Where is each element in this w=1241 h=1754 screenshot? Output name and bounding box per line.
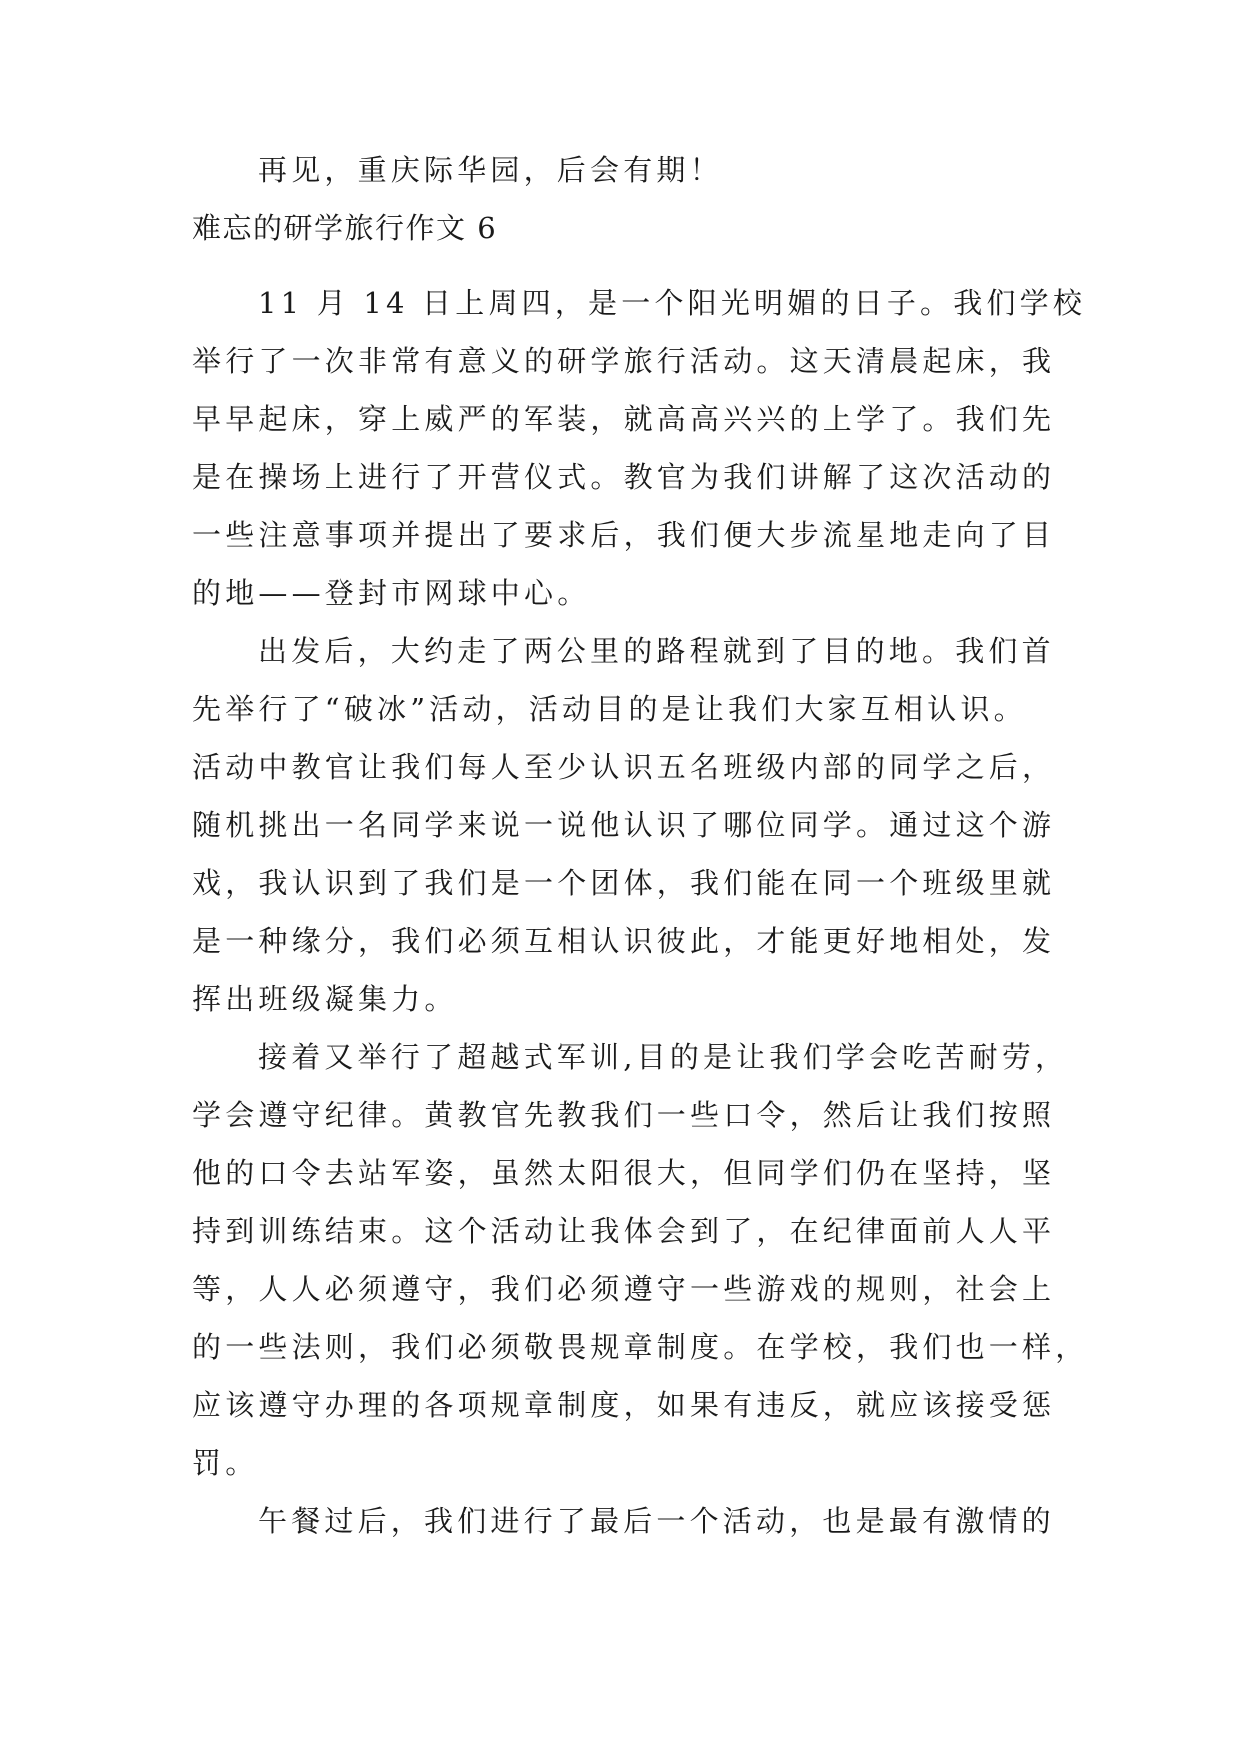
paragraph-line: 应该遵守办理的各项规章制度，如果有违反，就应该接受惩 xyxy=(192,1388,1056,1422)
paragraph-line: 罚。 xyxy=(192,1446,259,1480)
paragraph-line: 挥出班级凝集力。 xyxy=(192,982,458,1016)
paragraph-line: 是在操场上进行了开营仪式。教官为我们讲解了这次活动的 xyxy=(192,460,1056,494)
paragraph-line: 持到训练结束。这个活动让我体会到了，在纪律面前人人平 xyxy=(192,1214,1056,1248)
paragraph-line: 学会遵守纪律。黄教官先教我们一些口令，然后让我们按照 xyxy=(192,1098,1056,1132)
paragraph-line: 举行了一次非常有意义的研学旅行活动。这天清晨起床，我 xyxy=(192,344,1056,378)
paragraph-line: 午餐过后，我们进行了最后一个活动，也是最有激情的 xyxy=(258,1504,1055,1538)
paragraph-line: 活动中教官让我们每人至少认识五名班级内部的同学之后， xyxy=(192,750,1056,784)
paragraph-line: 等，人人必须遵守，我们必须遵守一些游戏的规则，社会上 xyxy=(192,1272,1056,1306)
paragraph-line: 的一些法则，我们必须敬畏规章制度。在学校，我们也一样， xyxy=(192,1330,1089,1364)
paragraph-line: 一些注意事项并提出了要求后，我们便大步流星地走向了目 xyxy=(192,518,1056,552)
paragraph-line: 他的口令去站军姿，虽然太阳很大，但同学们仍在坚持，坚 xyxy=(192,1156,1056,1190)
essay-title: 难忘的研学旅行作文 6 xyxy=(192,211,498,245)
paragraph-line: 随机挑出一名同学来说一说他认识了哪位同学。通过这个游 xyxy=(192,808,1056,842)
paragraph-line: 早早起床，穿上威严的军装，就高高兴兴的上学了。我们先 xyxy=(192,402,1056,436)
paragraph-line: 戏，我认识到了我们是一个团体，我们能在同一个班级里就 xyxy=(192,866,1056,900)
paragraph-line: 出发后，大约走了两公里的路程就到了目的地。我们首 xyxy=(258,634,1055,668)
paragraph-line: 的地——登封市网球中心。 xyxy=(192,576,591,610)
paragraph-line: 接着又举行了超越式军训,目的是让我们学会吃苦耐劳， xyxy=(258,1040,1069,1074)
closing-line: 再见，重庆际华园，后会有期！ xyxy=(258,153,723,187)
paragraph-line: 先举行了“破冰”活动，活动目的是让我们大家互相认识。 xyxy=(192,692,1027,726)
paragraph-line: 11 月 14 日上周四，是一个阳光明媚的日子。我们学校 xyxy=(258,286,1087,320)
paragraph-line: 是一种缘分，我们必须互相认识彼此，才能更好地相处，发 xyxy=(192,924,1056,958)
